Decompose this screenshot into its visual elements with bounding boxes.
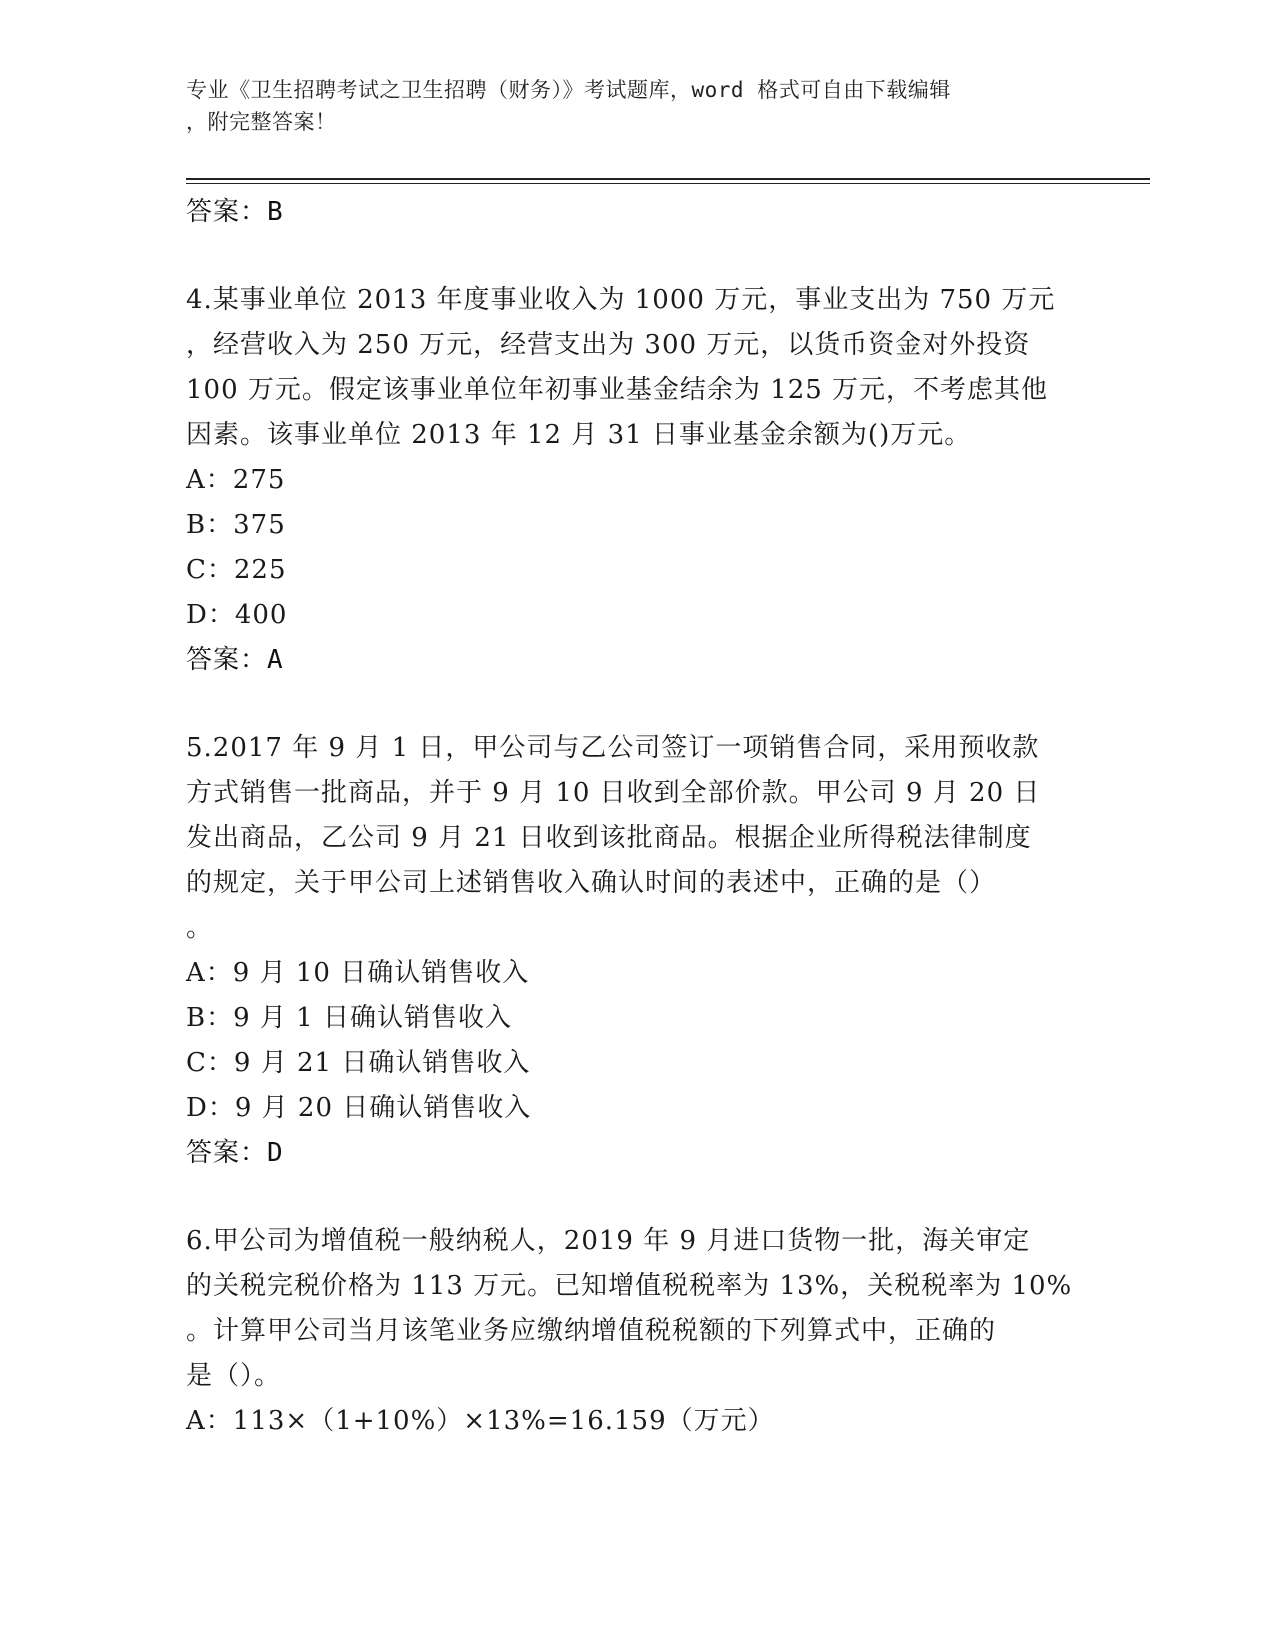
question-stem xyxy=(186,726,1086,951)
question-5 xyxy=(186,726,1086,1175)
question-4 xyxy=(186,278,1086,682)
option-a: A：9 月 10 日确认销售收入 xyxy=(186,958,530,988)
stem-line: ，经营收入为 250 万元，经营支出为 300 万元，以货币资金对外投资 xyxy=(186,330,1031,360)
answer-label: 答案：A xyxy=(186,645,284,675)
question-stem xyxy=(186,278,1086,458)
stem-line: 5.2017 年 9 月 1 日，甲公司与乙公司签订一项销售合同，采用预收款 xyxy=(186,733,1040,763)
stem-line: 发出商品，乙公司 9 月 21 日收到该批商品。根据企业所得税法律制度 xyxy=(186,823,1032,853)
header-rule-thin xyxy=(186,183,1150,184)
stem-line: 的关税完税价格为 113 万元。已知增值税税率为 13%，关税税率为 10% xyxy=(186,1271,1073,1301)
stem-line: 6.甲公司为增值税一般纳税人，2019 年 9 月进口货物一批，海关审定 xyxy=(186,1226,1031,1256)
stem-line: 。计算甲公司当月该笔业务应缴纳增值税税额的下列算式中，正确的 xyxy=(186,1316,997,1346)
option-c: C：9 月 21 日确认销售收入 xyxy=(186,1048,531,1078)
option-d: D：400 xyxy=(186,600,288,630)
stem-line: 是（）。 xyxy=(186,1361,282,1391)
question-stem xyxy=(186,1219,1086,1399)
document-body xyxy=(186,190,1086,1444)
stem-line: 100 万元。假定该事业单位年初事业基金结余为 125 万元，不考虑其他 xyxy=(186,375,1049,405)
header-line-2: ，附完整答案！ xyxy=(186,110,337,134)
option-a: A：275 xyxy=(186,465,286,495)
option-b: B：375 xyxy=(186,510,286,540)
option-d: D：9 月 20 日确认销售收入 xyxy=(186,1093,532,1123)
document-header xyxy=(186,74,1066,138)
stem-line: 方式销售一批商品，并于 9 月 10 日收到全部价款。甲公司 9 月 20 日 xyxy=(186,778,1041,808)
stem-line: 因素。该事业单位 2013 年 12 月 31 日事业基金余额为()万元。 xyxy=(186,420,972,450)
stem-line: 。 xyxy=(186,913,214,943)
option-c: C：225 xyxy=(186,555,287,585)
question-6 xyxy=(186,1219,1086,1444)
header-rule xyxy=(186,178,1150,180)
header-line-1: 专业《卫生招聘考试之卫生招聘（财务）》考试题库，word 格式可自由下载编辑 xyxy=(186,78,951,102)
option-a: A：113×（1+10%）×13%=16.159（万元） xyxy=(186,1406,775,1436)
stem-line: 4.某事业单位 2013 年度事业收入为 1000 万元，事业支出为 750 万元 xyxy=(186,285,1056,315)
option-b: B：9 月 1 日确认销售收入 xyxy=(186,1003,512,1033)
answer-label: 答案：D xyxy=(186,1138,284,1168)
answer-label: 答案：B xyxy=(186,197,284,227)
stem-line: 的规定，关于甲公司上述销售收入确认时间的表述中，正确的是（） xyxy=(186,868,997,898)
